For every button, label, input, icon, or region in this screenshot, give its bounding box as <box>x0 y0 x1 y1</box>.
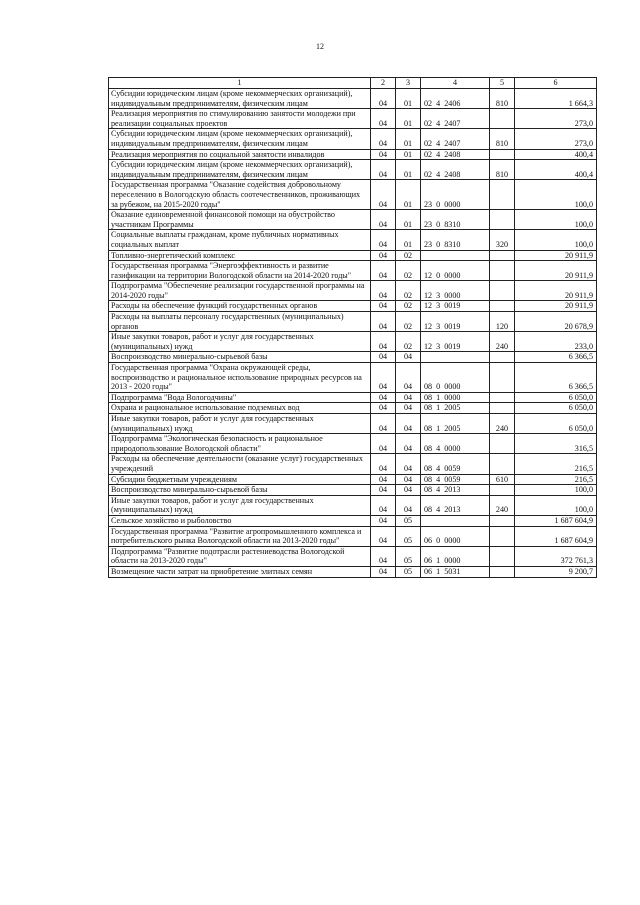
page-number: 12 <box>316 42 324 51</box>
amount-cell: 273,0 <box>515 109 597 129</box>
section-cell: 04 <box>371 180 396 210</box>
section-cell: 04 <box>371 230 396 250</box>
target-article-cell: 08 0 0000 <box>421 363 490 393</box>
subsection-cell: 01 <box>396 160 421 180</box>
subsection-cell: 02 <box>396 301 421 312</box>
expense-type-cell <box>490 281 515 301</box>
subsection-cell: 04 <box>396 474 421 485</box>
expense-type-cell <box>490 149 515 160</box>
expense-name-cell: Государственная программа "Охрана окружающей среды, воспроизводство и рациональное использование природных ресурсов на 2013 - 2020 годы" <box>109 363 371 393</box>
subsection-cell: 04 <box>396 485 421 496</box>
section-cell: 04 <box>371 250 396 261</box>
expense-type-cell <box>490 485 515 496</box>
expense-type-cell: 810 <box>490 89 515 109</box>
section-cell: 04 <box>371 485 396 496</box>
section-cell: 04 <box>371 515 396 526</box>
expense-type-cell: 610 <box>490 474 515 485</box>
subsection-cell: 02 <box>396 312 421 332</box>
section-cell: 04 <box>371 312 396 332</box>
amount-cell: 20 911,9 <box>515 250 597 261</box>
header-cell: 6 <box>515 78 597 89</box>
section-cell: 04 <box>371 434 396 454</box>
amount-cell: 20 911,9 <box>515 281 597 301</box>
expense-name-cell: Расходы на обеспечение функций государственных органов <box>109 301 371 312</box>
subsection-cell: 05 <box>396 566 421 577</box>
amount-cell: 100,0 <box>515 495 597 515</box>
target-article-cell: 12 3 0019 <box>421 301 490 312</box>
section-cell: 04 <box>371 129 396 149</box>
table-row <box>109 250 597 261</box>
table-row <box>109 281 597 301</box>
subsection-cell: 05 <box>396 546 421 566</box>
table-row <box>109 434 597 454</box>
table-row <box>109 474 597 485</box>
expense-name-cell: Подпрограмма "Вода Вологодчины" <box>109 392 371 403</box>
target-article-cell: 23 0 8310 <box>421 230 490 250</box>
amount-cell: 1 664,3 <box>515 89 597 109</box>
subsection-cell: 05 <box>396 526 421 546</box>
amount-cell: 316,5 <box>515 434 597 454</box>
amount-cell: 372 761,3 <box>515 546 597 566</box>
expense-name-cell: Расходы на обеспечение деятельности (оказание услуг) государственных учреждений <box>109 454 371 474</box>
subsection-cell: 01 <box>396 129 421 149</box>
target-article-cell <box>421 250 490 261</box>
expense-type-cell <box>490 250 515 261</box>
target-article-cell <box>421 515 490 526</box>
target-article-cell: 06 1 0000 <box>421 546 490 566</box>
table-row <box>109 526 597 546</box>
table-row <box>109 230 597 250</box>
amount-cell: 100,0 <box>515 230 597 250</box>
expense-type-cell: 240 <box>490 332 515 352</box>
expense-type-cell <box>490 109 515 129</box>
table-row <box>109 515 597 526</box>
section-cell: 04 <box>371 566 396 577</box>
expense-name-cell: Воспроизводство минерально-сырьевой базы <box>109 485 371 496</box>
expense-type-cell <box>490 352 515 363</box>
expense-type-cell <box>490 403 515 414</box>
target-article-cell <box>421 352 490 363</box>
amount-cell: 1 687 604,9 <box>515 515 597 526</box>
table-row <box>109 160 597 180</box>
subsection-cell: 01 <box>396 230 421 250</box>
subsection-cell: 04 <box>396 392 421 403</box>
section-cell: 04 <box>371 210 396 230</box>
expense-name-cell: Государственная программа "Оказание содействия добровольному переселению в Вологодскую область соотечественников, проживающих за рубежом, на 2015-2020 годы" <box>109 180 371 210</box>
table-row <box>109 149 597 160</box>
expense-name-cell: Государственная программа "Энергоэффективность и развитие газификации на территории Вологодской области на 2014-2020 годы" <box>109 261 371 281</box>
subsection-cell: 04 <box>396 434 421 454</box>
expense-type-cell <box>490 180 515 210</box>
subsection-cell: 04 <box>396 352 421 363</box>
subsection-cell: 01 <box>396 109 421 129</box>
subsection-cell: 01 <box>396 89 421 109</box>
amount-cell: 100,0 <box>515 210 597 230</box>
table-row <box>109 546 597 566</box>
target-article-cell: 06 0 0000 <box>421 526 490 546</box>
target-article-cell: 02 4 2407 <box>421 129 490 149</box>
header-cell: 3 <box>396 78 421 89</box>
amount-cell: 1 687 604,9 <box>515 526 597 546</box>
expense-type-cell <box>490 301 515 312</box>
header-cell: 4 <box>421 78 490 89</box>
table-row <box>109 485 597 496</box>
section-cell: 04 <box>371 454 396 474</box>
amount-cell: 6 050,0 <box>515 414 597 434</box>
expense-name-cell: Социальные выплаты гражданам, кроме публичных нормативных социальных выплат <box>109 230 371 250</box>
target-article-cell: 08 4 0059 <box>421 454 490 474</box>
target-article-cell: 12 3 0000 <box>421 281 490 301</box>
expense-name-cell: Подпрограмма "Обеспечение реализации государственной программы на 2014-2020 годы" <box>109 281 371 301</box>
table-row <box>109 261 597 281</box>
expense-name-cell: Возмещение части затрат на приобретение элитных семян <box>109 566 371 577</box>
expense-type-cell: 240 <box>490 495 515 515</box>
expense-type-cell: 120 <box>490 312 515 332</box>
header-cell: 2 <box>371 78 396 89</box>
target-article-cell: 08 1 2005 <box>421 403 490 414</box>
amount-cell: 6 366,5 <box>515 352 597 363</box>
subsection-cell: 02 <box>396 281 421 301</box>
amount-cell: 216,5 <box>515 474 597 485</box>
subsection-cell: 01 <box>396 180 421 210</box>
section-cell: 04 <box>371 332 396 352</box>
subsection-cell: 01 <box>396 210 421 230</box>
target-article-cell: 12 3 0019 <box>421 332 490 352</box>
expense-name-cell: Иные закупки товаров, работ и услуг для государственных (муниципальных) нужд <box>109 332 371 352</box>
target-article-cell: 23 0 8310 <box>421 210 490 230</box>
section-cell: 04 <box>371 261 396 281</box>
amount-cell: 20 911,9 <box>515 261 597 281</box>
subsection-cell: 02 <box>396 332 421 352</box>
expense-name-cell: Иные закупки товаров, работ и услуг для государственных (муниципальных) нужд <box>109 495 371 515</box>
table-row <box>109 210 597 230</box>
expense-name-cell: Охрана и рациональное использование подземных вод <box>109 403 371 414</box>
target-article-cell: 08 4 0000 <box>421 434 490 454</box>
expense-name-cell: Иные закупки товаров, работ и услуг для государственных (муниципальных) нужд <box>109 414 371 434</box>
target-article-cell: 08 4 2013 <box>421 485 490 496</box>
amount-cell: 6 050,0 <box>515 403 597 414</box>
expense-name-cell: Государственная программа "Развитие агропромышленного комплекса и потребительского рынка Вологодской области на 2013-2020 годы" <box>109 526 371 546</box>
header-cell: 1 <box>109 78 371 89</box>
section-cell: 04 <box>371 403 396 414</box>
section-cell: 04 <box>371 149 396 160</box>
table-row <box>109 363 597 393</box>
amount-cell: 400,4 <box>515 160 597 180</box>
table-row <box>109 403 597 414</box>
table-row <box>109 312 597 332</box>
section-cell: 04 <box>371 109 396 129</box>
budget-table <box>108 77 597 578</box>
target-article-cell: 02 4 2408 <box>421 160 490 180</box>
subsection-cell: 04 <box>396 454 421 474</box>
amount-cell: 100,0 <box>515 180 597 210</box>
expense-name-cell: Реализация мероприятия по социальной занятости инвалидов <box>109 149 371 160</box>
target-article-cell: 12 3 0019 <box>421 312 490 332</box>
subsection-cell: 04 <box>396 495 421 515</box>
section-cell: 04 <box>371 301 396 312</box>
table-row <box>109 109 597 129</box>
section-cell: 04 <box>371 495 396 515</box>
expense-type-cell: 810 <box>490 129 515 149</box>
target-article-cell: 08 4 2013 <box>421 495 490 515</box>
section-cell: 04 <box>371 160 396 180</box>
target-article-cell: 08 4 0059 <box>421 474 490 485</box>
table-row <box>109 495 597 515</box>
expense-name-cell: Реализация мероприятия по стимулированию занятости молодежи при реализации социальных проектов <box>109 109 371 129</box>
section-cell: 04 <box>371 89 396 109</box>
amount-cell: 273,0 <box>515 129 597 149</box>
table-row <box>109 454 597 474</box>
section-cell: 04 <box>371 414 396 434</box>
table-row <box>109 180 597 210</box>
expense-type-cell: 240 <box>490 414 515 434</box>
expense-name-cell: Субсидии бюджетным учреждениям <box>109 474 371 485</box>
subsection-cell: 04 <box>396 403 421 414</box>
expense-type-cell <box>490 392 515 403</box>
expense-type-cell <box>490 454 515 474</box>
target-article-cell: 02 4 2408 <box>421 149 490 160</box>
expense-type-cell <box>490 434 515 454</box>
table-row <box>109 392 597 403</box>
expense-type-cell <box>490 210 515 230</box>
target-article-cell: 02 4 2406 <box>421 89 490 109</box>
expense-name-cell: Подпрограмма "Экологическая безопасность и рациональное природопользование Вологодской области" <box>109 434 371 454</box>
expense-name-cell: Оказание единовременной финансовой помощи на обустройство участникам Программы <box>109 210 371 230</box>
section-cell: 04 <box>371 474 396 485</box>
table-row <box>109 89 597 109</box>
header-cell: 5 <box>490 78 515 89</box>
expense-name-cell: Субсидии юридическим лицам (кроме некоммерческих организаций), индивидуальным предпринимателям, физическим лицам <box>109 89 371 109</box>
section-cell: 04 <box>371 392 396 403</box>
section-cell: 04 <box>371 352 396 363</box>
amount-cell: 233,0 <box>515 332 597 352</box>
expense-name-cell: Расходы на выплаты персоналу государственных (муниципальных) органов <box>109 312 371 332</box>
expense-name-cell: Субсидии юридическим лицам (кроме некоммерческих организаций), индивидуальным предпринимателям, физическим лицам <box>109 129 371 149</box>
expense-name-cell: Субсидии юридическим лицам (кроме некоммерческих организаций), индивидуальным предпринимателям, физическим лицам <box>109 160 371 180</box>
expense-type-cell <box>490 566 515 577</box>
subsection-cell: 05 <box>396 515 421 526</box>
expense-type-cell <box>490 526 515 546</box>
table-row <box>109 301 597 312</box>
header-row <box>109 78 597 89</box>
target-article-cell: 06 1 5031 <box>421 566 490 577</box>
subsection-cell: 01 <box>396 149 421 160</box>
table-row <box>109 566 597 577</box>
expense-type-cell <box>490 363 515 393</box>
expense-name-cell: Подпрограмма "Развитие подотрасли растениеводства Вологодской области на 2013-2020 годы" <box>109 546 371 566</box>
amount-cell: 20 678,9 <box>515 312 597 332</box>
table-row <box>109 129 597 149</box>
expense-type-cell <box>490 261 515 281</box>
section-cell: 04 <box>371 546 396 566</box>
amount-cell: 9 200,7 <box>515 566 597 577</box>
target-article-cell: 12 0 0000 <box>421 261 490 281</box>
expense-name-cell: Сельское хозяйство и рыболовство <box>109 515 371 526</box>
subsection-cell: 04 <box>396 414 421 434</box>
target-article-cell: 08 1 0000 <box>421 392 490 403</box>
table-row <box>109 414 597 434</box>
expense-name-cell: Воспроизводство минерально-сырьевой базы <box>109 352 371 363</box>
target-article-cell: 23 0 0000 <box>421 180 490 210</box>
amount-cell: 400,4 <box>515 149 597 160</box>
amount-cell: 6 366,5 <box>515 363 597 393</box>
section-cell: 04 <box>371 526 396 546</box>
subsection-cell: 02 <box>396 261 421 281</box>
table-row <box>109 332 597 352</box>
table-row <box>109 352 597 363</box>
amount-cell: 6 050,0 <box>515 392 597 403</box>
expense-type-cell: 810 <box>490 160 515 180</box>
section-cell: 04 <box>371 281 396 301</box>
subsection-cell: 02 <box>396 250 421 261</box>
expense-type-cell: 320 <box>490 230 515 250</box>
expense-name-cell: Топливно-энергетический комплекс <box>109 250 371 261</box>
amount-cell: 216,5 <box>515 454 597 474</box>
amount-cell: 20 911,9 <box>515 301 597 312</box>
amount-cell: 100,0 <box>515 485 597 496</box>
target-article-cell: 08 1 2005 <box>421 414 490 434</box>
expense-type-cell <box>490 546 515 566</box>
expense-type-cell <box>490 515 515 526</box>
subsection-cell: 04 <box>396 363 421 393</box>
section-cell: 04 <box>371 363 396 393</box>
target-article-cell: 02 4 2407 <box>421 109 490 129</box>
